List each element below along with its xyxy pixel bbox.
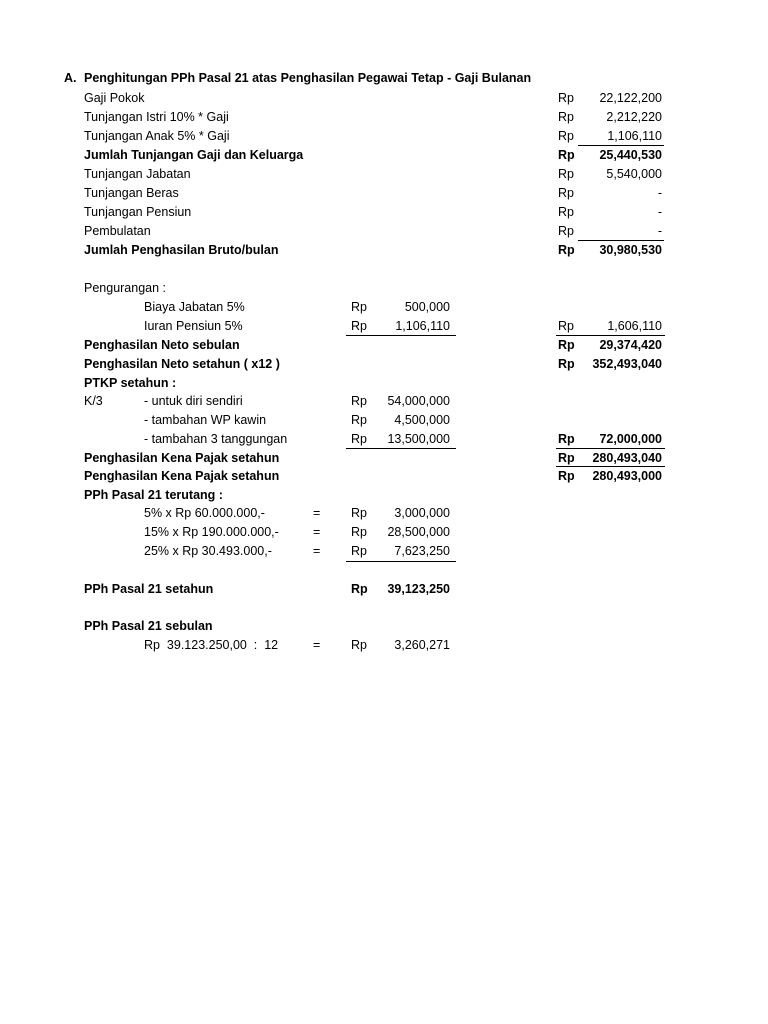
currency-label: Rp [558,451,575,465]
income-value: - [657,224,662,238]
income-row [0,146,768,165]
pkp-value: 280,493,000 [592,469,662,483]
income-value: 2,212,220 [606,110,662,124]
income-label: Tunjangan Beras [84,186,179,200]
income-label: Tunjangan Jabatan [84,167,191,181]
income-value: 22,122,200 [599,91,662,105]
heading-row [0,69,768,88]
currency-label: Rp [351,525,367,539]
pph-sebulan-value: 3,260,271 [394,638,450,652]
deduction-label: Iuran Pensiun 5% [144,319,243,333]
currency-label: Rp [351,432,367,446]
pkp-label: Penghasilan Kena Pajak setahun [84,469,280,483]
income-label: Gaji Pokok [84,91,145,105]
currency-label: Rp [558,129,574,143]
currency-label: Rp [558,167,574,181]
equals-sign: = [313,544,321,558]
deduction-value: 1,106,110 [395,319,450,333]
income-label: Jumlah Penghasilan Bruto/bulan [84,243,279,257]
equals-sign: = [313,506,321,520]
pph-sebulan-title: PPh Pasal 21 sebulan [84,619,213,633]
ptkp-title-row [0,374,768,393]
deductions-title-row [0,279,768,298]
pph-sebulan-title-row [0,617,768,636]
income-row [0,89,768,108]
currency-label: Rp [558,186,574,200]
neto-value: 29,374,420 [599,338,662,352]
ptkp-value: 54,000,000 [387,394,450,408]
ptkp-label: - tambahan 3 tanggungan [144,432,288,446]
pkp-row [0,467,768,486]
currency-label: Rp [351,319,367,333]
income-value: - [657,205,662,219]
currency-label: Rp [558,243,575,257]
currency-label: Rp [351,638,367,652]
currency-label: Rp [351,544,367,558]
section-title: Penghitungan PPh Pasal 21 atas Penghasilan Pegawai Tetap - Gaji Bulanan [84,71,532,85]
pph-bracket-label: 5% x Rp 60.000.000,- [144,506,265,520]
income-label: Pembulatan [84,224,151,238]
ptkp-label: - untuk diri sendiri [144,394,243,408]
currency-label: Rp [558,205,574,219]
currency-label: Rp [558,91,574,105]
ptkp-row [0,430,768,449]
income-value: 25,440,530 [599,148,662,162]
equals-sign: = [313,525,321,539]
income-value: 5,540,000 [606,167,662,181]
ptkp-total: 72,000,000 [599,432,662,446]
pph-bracket-value: 7,623,250 [394,544,450,558]
deduction-value: 500,000 [404,300,450,314]
income-row [0,184,768,203]
pph-terutang-title: PPh Pasal 21 terutang : [84,488,223,502]
pph-bracket-row [0,523,768,542]
income-row [0,127,768,146]
ptkp-row [0,411,768,430]
currency-label: Rp [558,357,575,371]
currency-label: Rp [558,338,575,352]
deductions-title: Pengurangan : [84,281,167,295]
pph-bracket-label: 15% x Rp 190.000.000,- [144,525,279,539]
underline [346,561,456,562]
neto-row [0,355,768,374]
deduction-row [0,317,768,336]
neto-label: Penghasilan Neto sebulan [84,338,240,352]
currency-label: Rp [558,224,574,238]
income-value: - [657,186,662,200]
income-row [0,108,768,127]
ptkp-row [0,392,768,411]
pph-bracket-row [0,504,768,523]
pkp-value: 280,493,040 [592,451,662,465]
pph-bracket-row [0,542,768,561]
section-marker: A. [64,71,77,85]
deduction-row [0,298,768,317]
currency-label: Rp [351,413,367,427]
ptkp-label: - tambahan WP kawin [144,413,267,427]
neto-label: Penghasilan Neto setahun ( x12 ) [84,357,280,371]
ptkp-status: K/3 [84,394,103,408]
pkp-label: Penghasilan Kena Pajak setahun [84,451,280,465]
income-label: Jumlah Tunjangan Gaji dan Keluarga [84,148,304,162]
pph-bracket-value: 3,000,000 [394,506,450,520]
pph-setahun-row [0,580,768,599]
income-row [0,203,768,222]
pph-sebulan-row [0,636,768,655]
deductions-total: 1,606,110 [607,319,662,333]
currency-label: Rp [558,110,574,124]
income-label: Tunjangan Istri 10% * Gaji [84,110,229,124]
currency-label: Rp [558,469,575,483]
currency-label: Rp [558,319,574,333]
ptkp-title: PTKP setahun : [84,376,177,390]
income-row [0,241,768,260]
equals-sign: = [313,638,321,652]
income-row [0,165,768,184]
deduction-label: Biaya Jabatan 5% [144,300,245,314]
currency-label: Rp [558,432,575,446]
ptkp-value: 13,500,000 [387,432,450,446]
income-label: Tunjangan Anak 5% * Gaji [84,129,230,143]
income-label: Tunjangan Pensiun [84,205,192,219]
currency-label: Rp [351,506,367,520]
currency-label: Rp [558,148,575,162]
currency-label: Rp [351,394,367,408]
pph-setahun-label: PPh Pasal 21 setahun [84,582,214,596]
pph-sebulan-formula: Rp 39.123.250,00 : 12 [144,638,279,652]
currency-label: Rp [351,300,367,314]
currency-label: Rp [351,582,368,596]
pph-bracket-value: 28,500,000 [387,525,450,539]
pph-bracket-label: 25% x Rp 30.493.000,- [144,544,272,558]
income-value: 1,106,110 [607,129,662,143]
income-row [0,222,768,241]
ptkp-value: 4,500,000 [394,413,450,427]
neto-row [0,336,768,355]
neto-value: 352,493,040 [592,357,662,371]
income-value: 30,980,530 [599,243,662,257]
pph-setahun-value: 39,123,250 [387,582,450,596]
pph-terutang-title-row [0,486,768,505]
